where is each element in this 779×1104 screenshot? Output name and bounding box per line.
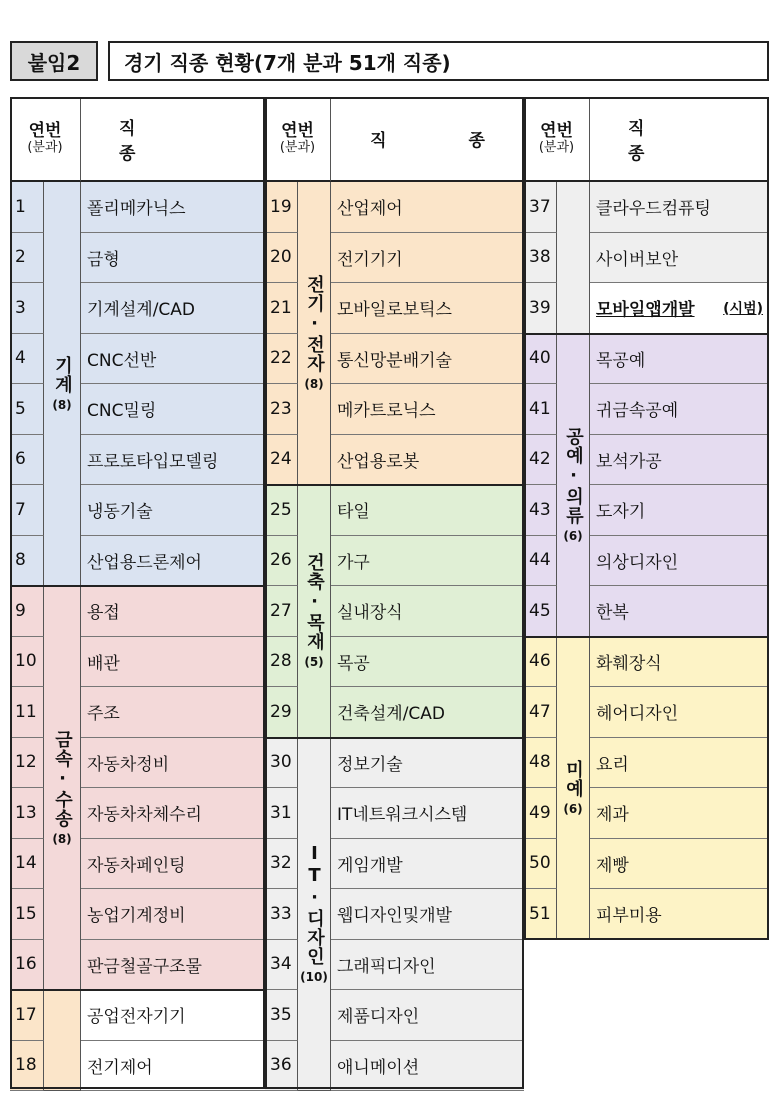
row-number	[10, 536, 44, 587]
row-number	[524, 889, 557, 940]
header-name-1	[81, 97, 265, 182]
header-num-label: 연번	[540, 120, 573, 141]
row-number	[10, 1041, 44, 1092]
row-number-text: 41	[529, 398, 551, 419]
row-number-text: 35	[270, 1004, 292, 1025]
row-name	[590, 435, 769, 486]
row-number-text: 51	[529, 903, 551, 924]
row-number-text: 9	[15, 600, 26, 621]
row-name	[331, 990, 524, 1041]
row-name	[81, 637, 265, 688]
group-count: (10)	[300, 970, 328, 985]
row-name	[590, 889, 769, 940]
row-name-text: 냉동기술	[87, 502, 153, 523]
row-number-text: 27	[270, 600, 292, 621]
row-number	[265, 435, 298, 486]
group-divider	[265, 484, 524, 486]
row-number-text: 24	[270, 449, 292, 470]
row-number	[10, 839, 44, 890]
row-number	[524, 283, 557, 334]
group-divider	[10, 989, 265, 991]
row-number-text: 1	[15, 196, 26, 217]
row-number	[265, 485, 298, 536]
row-number-text: 22	[270, 348, 292, 369]
group-count: (6)	[563, 801, 583, 816]
group-cell-metal	[44, 586, 81, 990]
group-name: 미예	[563, 759, 584, 798]
group-count: (6)	[563, 528, 583, 543]
row-name	[331, 839, 524, 890]
row-name	[81, 889, 265, 940]
row-number-text: 34	[270, 954, 292, 975]
group-name: 기계	[52, 355, 73, 394]
row-name-text: 자동차차체수리	[87, 805, 202, 826]
row-number-text: 42	[529, 449, 551, 470]
row-number-text: 26	[270, 550, 292, 571]
row-number-text: 44	[529, 550, 551, 571]
row-name	[331, 788, 524, 839]
row-number	[10, 940, 44, 991]
attachment-badge-label: 붙임2	[27, 50, 81, 75]
row-number	[10, 687, 44, 738]
group-count: (8)	[52, 397, 72, 412]
row-number	[265, 586, 298, 637]
row-number	[265, 839, 298, 890]
row-name-text: 애니메이션	[337, 1057, 420, 1078]
row-number	[265, 1041, 298, 1092]
row-number	[265, 788, 298, 839]
row-number	[10, 485, 44, 536]
row-number-text: 10	[15, 651, 37, 672]
row-number	[524, 182, 557, 233]
row-name	[590, 334, 769, 385]
row-name	[590, 485, 769, 536]
header-num-group-1	[10, 97, 81, 182]
row-name	[81, 485, 265, 536]
header-group-label: (분과)	[538, 139, 575, 155]
header-name-label: 직 종	[370, 131, 523, 151]
group-cell-electric	[298, 182, 331, 485]
header-group-label: (분과)	[27, 139, 63, 155]
row-name-text: 보석가공	[596, 451, 662, 472]
row-name	[590, 182, 769, 233]
row-number	[10, 233, 44, 284]
row-number	[524, 788, 557, 839]
row-number-text: 18	[15, 1055, 37, 1076]
header-num-group-3	[524, 97, 590, 182]
row-number-text: 23	[270, 398, 292, 419]
row-number-text: 3	[15, 297, 26, 318]
row-number	[524, 435, 557, 486]
row-name-text: 주조	[87, 704, 120, 725]
row-name-text: 도자기	[596, 502, 646, 523]
row-name	[590, 233, 769, 284]
row-name	[331, 738, 524, 789]
row-number	[265, 687, 298, 738]
group-count: (5)	[304, 654, 324, 669]
row-name	[81, 1041, 265, 1092]
row-number	[265, 334, 298, 385]
row-name-text: 목공	[337, 653, 370, 674]
empty-area	[524, 940, 769, 1090]
row-name-text: 화훼장식	[596, 653, 662, 674]
row-number-text: 21	[270, 297, 292, 318]
row-number-text: 2	[15, 247, 26, 268]
row-name-text: 모바일앱개발	[596, 300, 695, 321]
row-name-text: 용접	[87, 603, 120, 624]
group-name: 금속·수송	[52, 729, 73, 828]
row-name-text: 전기제어	[87, 1057, 153, 1078]
row-name-text: 클라우드컴퓨팅	[596, 199, 711, 220]
row-number	[265, 889, 298, 940]
row-number-text: 20	[270, 247, 292, 268]
group-divider	[265, 737, 524, 739]
row-name	[81, 738, 265, 789]
row-name	[81, 233, 265, 284]
row-name-text: 목공예	[596, 350, 646, 371]
row-name	[331, 334, 524, 385]
row-number-text: 47	[529, 701, 551, 722]
row-name-text: 산업용로봇	[337, 451, 420, 472]
row-name-text: 사이버보안	[596, 249, 679, 270]
page-title-text: 경기 직종 현황(7개 분과 51개 직종)	[124, 50, 451, 75]
row-name	[331, 485, 524, 536]
row-number-text: 30	[270, 752, 292, 773]
row-name	[81, 182, 265, 233]
row-number	[265, 384, 298, 435]
group-cell-it	[298, 738, 331, 1092]
row-name-text: 기계설계/CAD	[87, 300, 196, 321]
row-number	[265, 283, 298, 334]
header-num-label: 연번	[28, 120, 62, 141]
group-count: (8)	[52, 831, 72, 846]
group-cell-mechanical	[44, 182, 81, 586]
row-name	[590, 536, 769, 587]
row-name	[81, 435, 265, 486]
row-number-text: 31	[270, 802, 292, 823]
header-num-group-2	[265, 97, 331, 182]
row-number-text: 32	[270, 853, 292, 874]
row-name	[331, 384, 524, 435]
row-name-text: 가구	[337, 552, 370, 573]
header-name-label: 직 종	[119, 118, 174, 164]
row-number	[524, 536, 557, 587]
row-number-text: 4	[15, 348, 26, 369]
row-name-text: 한복	[596, 603, 629, 624]
row-name	[81, 283, 265, 334]
row-name	[331, 536, 524, 587]
row-number-text: 19	[270, 196, 292, 217]
row-number-text: 37	[529, 196, 551, 217]
row-name-text: CNC밀링	[87, 401, 157, 422]
header-name-label: 직 종	[628, 118, 683, 164]
row-name-text: 메카트로닉스	[337, 401, 436, 422]
row-number-text: 28	[270, 651, 292, 672]
group-cell-beauty	[557, 637, 590, 940]
row-number-text: 11	[15, 701, 37, 722]
row-number-text: 50	[529, 853, 551, 874]
header-name-2	[331, 97, 524, 182]
row-number-text: 14	[15, 853, 37, 874]
row-number	[265, 637, 298, 688]
row-name-text: 제품디자인	[337, 1007, 420, 1028]
row-name-text: 웹디자인및개발	[337, 906, 452, 927]
row-name-text: 모바일로보틱스	[337, 300, 452, 321]
row-number	[524, 485, 557, 536]
row-name-text: 피부미용	[596, 906, 662, 927]
row-name	[590, 687, 769, 738]
row-number	[10, 586, 44, 637]
row-name-text: 자동차페인팅	[87, 855, 186, 876]
row-name-text: 요리	[596, 754, 629, 775]
row-number	[265, 182, 298, 233]
row-name-text: 판금철골구조물	[87, 956, 202, 977]
row-name-text: 게임개발	[337, 855, 403, 876]
row-name	[331, 637, 524, 688]
row-number	[524, 637, 557, 688]
row-name-text: 금형	[87, 249, 120, 270]
row-name	[81, 384, 265, 435]
row-name-text: 귀금속공예	[596, 401, 679, 422]
row-name-text: 실내장식	[337, 603, 403, 624]
row-number-text: 48	[529, 752, 551, 773]
header-num-label: 연번	[281, 120, 314, 141]
row-name-text: 농업기계정비	[87, 906, 186, 927]
row-name-text: 산업제어	[337, 199, 403, 220]
row-name-text: 의상디자인	[596, 552, 679, 573]
row-number-text: 16	[15, 954, 37, 975]
pilot-note: (시범)	[723, 300, 763, 317]
row-number-text: 13	[15, 802, 37, 823]
group-cell-blank	[44, 990, 81, 1091]
row-name	[331, 1041, 524, 1092]
row-number	[265, 536, 298, 587]
row-number-text: 38	[529, 247, 551, 268]
row-number	[265, 990, 298, 1041]
row-name-text: 폴리메카닉스	[87, 199, 186, 220]
row-number-text: 17	[15, 1004, 37, 1025]
row-name	[331, 283, 524, 334]
row-name	[81, 788, 265, 839]
row-name	[590, 788, 769, 839]
header-name-3	[590, 97, 769, 182]
row-number	[524, 687, 557, 738]
row-number-text: 7	[15, 499, 26, 520]
row-name	[81, 687, 265, 738]
row-number	[10, 283, 44, 334]
row-number	[524, 384, 557, 435]
row-number-text: 39	[529, 297, 551, 318]
row-number	[10, 182, 44, 233]
row-name	[81, 334, 265, 385]
row-number	[524, 233, 557, 284]
row-name-text: 제과	[596, 805, 629, 826]
row-number	[524, 738, 557, 789]
row-number	[265, 233, 298, 284]
row-number-text: 40	[529, 348, 551, 369]
row-name-text: 공업전자기기	[87, 1007, 186, 1028]
group-divider	[524, 333, 769, 335]
row-name-text: 정보기술	[337, 754, 403, 775]
row-number-text: 49	[529, 802, 551, 823]
row-name-text: CNC선반	[87, 350, 157, 371]
row-number	[10, 990, 44, 1041]
group-divider	[10, 585, 265, 587]
row-name	[331, 435, 524, 486]
row-name	[81, 940, 265, 991]
row-number	[10, 788, 44, 839]
row-name-text: 제빵	[596, 855, 629, 876]
row-name-text: 배관	[87, 653, 120, 674]
row-name	[81, 586, 265, 637]
row-name	[590, 384, 769, 435]
row-name	[590, 637, 769, 688]
group-name: IT·디자인	[304, 843, 325, 967]
row-name	[331, 182, 524, 233]
row-number-text: 8	[15, 550, 26, 571]
group-count: (8)	[304, 377, 324, 391]
row-number-text: 15	[15, 903, 37, 924]
row-name	[331, 233, 524, 284]
row-name	[331, 687, 524, 738]
row-name	[590, 586, 769, 637]
row-number-text: 29	[270, 701, 292, 722]
row-number	[524, 839, 557, 890]
row-name	[590, 283, 769, 334]
row-name-text: 프로토타입모델링	[87, 451, 219, 472]
row-number	[10, 435, 44, 486]
row-number-text: 43	[529, 499, 551, 520]
attachment-badge	[10, 41, 98, 81]
group-cell-construction	[298, 485, 331, 738]
row-name	[81, 839, 265, 890]
row-number-text: 25	[270, 499, 292, 520]
row-number-text: 36	[270, 1055, 292, 1076]
row-number-text: 6	[15, 449, 26, 470]
row-name-text: 통신망분배기술	[337, 350, 452, 371]
row-name-text: 산업용드론제어	[87, 552, 202, 573]
group-divider	[524, 636, 769, 638]
row-name	[331, 940, 524, 991]
row-name-text: 타일	[337, 502, 370, 523]
row-name-text: 헤어디자인	[596, 704, 679, 725]
row-name-text: 자동차정비	[87, 754, 170, 775]
header-group-label: (분과)	[279, 139, 316, 155]
row-name	[331, 889, 524, 940]
row-number-text: 12	[15, 752, 37, 773]
row-name	[81, 990, 265, 1041]
row-number-text: 33	[270, 903, 292, 924]
group-name: 건축·목재	[304, 552, 325, 651]
group-name: 공예·의류	[563, 426, 584, 525]
row-name-text: 건축설계/CAD	[337, 704, 446, 725]
row-number	[10, 738, 44, 789]
row-number	[265, 940, 298, 991]
row-name	[81, 536, 265, 587]
row-name-text: IT네트워크시스템	[337, 805, 468, 826]
page-title	[108, 41, 769, 81]
row-number	[265, 738, 298, 789]
row-name-text: 전기기기	[337, 249, 403, 270]
row-number	[10, 384, 44, 435]
row-name-text: 그래픽디자인	[337, 956, 436, 977]
row-number	[10, 334, 44, 385]
row-number	[524, 586, 557, 637]
row-number	[10, 889, 44, 940]
row-number-text: 46	[529, 651, 551, 672]
row-number	[524, 334, 557, 385]
group-cell-craft	[557, 334, 590, 637]
row-name	[590, 738, 769, 789]
group-cell-blank	[557, 182, 590, 334]
row-name	[590, 839, 769, 890]
row-number-text: 45	[529, 600, 551, 621]
row-name	[331, 586, 524, 637]
row-number-text: 5	[15, 398, 26, 419]
group-name: 전기·전자	[304, 275, 325, 373]
row-number	[10, 637, 44, 688]
